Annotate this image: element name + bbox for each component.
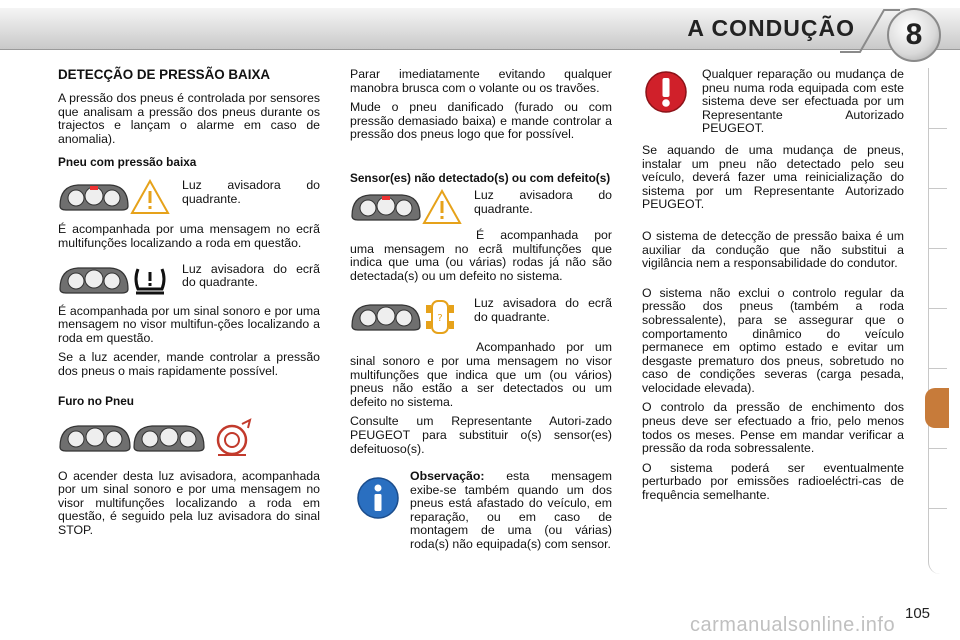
- paragraph: O sistema poderá ser eventualmente perturbado por emissões radioeléctri-cas de frequência semelhante.: [642, 460, 904, 503]
- warning-text: Qualquer reparação ou mudança de pneu numa roda equipada com este sistema deve ser efectuada por um Representante Autorizado PEUGEOT.: [702, 67, 904, 136]
- section-heading: DETECÇÃO DE PRESSÃO BAIXA: [58, 67, 271, 82]
- paragraph: Mude o pneu danificado (furado ou com pressão demasiado baixa) e mande controlar a pressão dos pneus logo que for possível.: [350, 100, 612, 142]
- lamp-row: [58, 263, 320, 297]
- tab-divider: [929, 448, 947, 449]
- chapter-number: 8: [887, 8, 941, 62]
- tab-divider: [929, 368, 947, 369]
- warning-triangle-icon: [130, 179, 170, 215]
- instrument-cluster-icon: [350, 190, 422, 224]
- subheading-sensor-fault: Sensor(es) não detectado(s) ou com defeito(s): [350, 170, 611, 185]
- column-middle: [350, 68, 612, 560]
- paragraph: Se a luz acender, mande controlar a pressão dos pneus o mais rapidamente possível.: [58, 350, 320, 378]
- paragraph: Parar imediatamente evitando qualquer manobra brusca com o volante ou os travões.: [350, 67, 612, 95]
- tab-divider: [929, 188, 947, 189]
- lamp-text: Luz avisadora do ecrã do quadrante.: [474, 296, 612, 324]
- lamp-text: Luz avisadora do quadrante.: [474, 187, 612, 216]
- puncture-lamp-icons: [58, 418, 320, 458]
- lamp-text: Luz avisadora do quadrante.: [182, 178, 320, 206]
- flat-tyre-icon: [212, 418, 256, 458]
- tab-divider: [929, 308, 947, 309]
- note-label: Observação:: [410, 469, 485, 484]
- paragraph: O sistema de detecção de pressão baixa é um auxiliar da condução que não substitui a vigilância nem a responsabilidade do condutor.: [642, 228, 904, 271]
- lamp-icons: [58, 263, 182, 297]
- paragraph: Se aquando de uma mudança de pneus, instalar um pneu não detectado pelo seu veículo, deverá fazer uma reinicialização do sistema por um Representante Autorizado PEUGEOT.: [642, 142, 904, 212]
- lamp-row: [350, 189, 612, 225]
- paragraph: O controlo da pressão de enchimento dos pneus deve ser efectuado a frio, pelo menos todos os meses. Pense em mandar verificar a pressão da roda sobressalente.: [642, 400, 904, 456]
- column-right: [642, 68, 904, 509]
- svg-text:?: ?: [437, 313, 443, 325]
- page-number: 105: [905, 605, 931, 622]
- tyre-pressure-icon: [130, 263, 170, 297]
- instrument-cluster-icon: [350, 300, 422, 334]
- paragraph: Consulte um Representante Autori-zado PEUGEOT para substituir o(s) sensor(es) defeituoso(s).: [350, 414, 612, 456]
- note-box: [350, 470, 612, 552]
- lamp-icons: [58, 179, 182, 215]
- lamp-row: [350, 297, 612, 337]
- subheading-low-pressure: Pneu com pressão baixa: [58, 155, 197, 170]
- watermark: carmanualsonline.info: [690, 614, 896, 636]
- note-text: [410, 470, 612, 552]
- intro-paragraph: A pressão dos pneus é controlada por sensores que analisam a pressão dos pneus durante os trajectos e lançam o alarme em caso de anomalia).: [58, 91, 320, 146]
- active-chapter-tab[interactable]: [925, 388, 949, 428]
- exclamation-icon: [644, 70, 688, 114]
- paragraph: É acompanhada por um sinal sonoro e por uma mensagem no visor multifun-ções localizando a roda em questão.: [58, 303, 320, 345]
- tab-divider: [929, 508, 947, 509]
- warning-box: [642, 68, 904, 136]
- lamp-icons: [350, 297, 474, 337]
- instrument-cluster-icon: [58, 180, 130, 214]
- instrument-cluster-icon: [58, 263, 130, 297]
- note-body: esta mensagem exibe-se também quando um dos pneus está afastado do veículo, em reparação, ou em caso de montagem de uma (ou várias) roda(s) não equipada(s) com sensor.: [410, 469, 612, 552]
- chapter-title: A CONDUÇÃO: [687, 15, 855, 41]
- paragraph: É acompanhada por uma mensagem no ecrã multifunções que indica que uma (ou várias) rodas já não são detectada(s) ou um defeito no sistema.: [350, 227, 612, 283]
- lamp-icons: [350, 189, 474, 225]
- info-icon: [356, 476, 400, 520]
- paragraph: Acompanhado por um sinal sonoro e por uma mensagem no visor multifunções que indica que um (ou vários) pneus não estão a ser detectados ou um defeito no sistema.: [350, 340, 612, 409]
- column-left: [58, 68, 320, 544]
- paragraph: O sistema não exclui o controlo regular da pressão dos pneus (também a roda sobressalente), para se assegurar que o comportamento dinâmico do veículo permanece em optimo estado e evitar um desgaste prematuro dos pneus, sobretudo no caso de condições severas (carga pesada, velocidade elevada).: [642, 285, 904, 395]
- tab-divider: [929, 128, 947, 129]
- subheading-puncture: Furo no Pneu: [58, 393, 135, 408]
- tab-divider: [929, 248, 947, 249]
- lamp-row: [58, 179, 320, 215]
- paragraph: O acender desta luz avisadora, acompanhada por um sinal sonoro e por uma mensagem no visor multifunções localizando a roda em questão, é seguido pela luz avisadora do sinal STOP.: [58, 468, 320, 537]
- instrument-cluster-icon: [58, 421, 132, 455]
- warning-triangle-icon: [422, 189, 462, 225]
- paragraph: É acompanhada por uma mensagem no ecrã multifunções localizando a roda em questão.: [58, 222, 320, 250]
- page-header: [0, 0, 960, 58]
- instrument-cluster-display-icon: [132, 421, 206, 455]
- lamp-text: Luz avisadora do ecrã do quadrante.: [182, 261, 320, 290]
- tyre-sensor-car-icon: [422, 297, 458, 337]
- chapter-tab-rail: [928, 68, 948, 574]
